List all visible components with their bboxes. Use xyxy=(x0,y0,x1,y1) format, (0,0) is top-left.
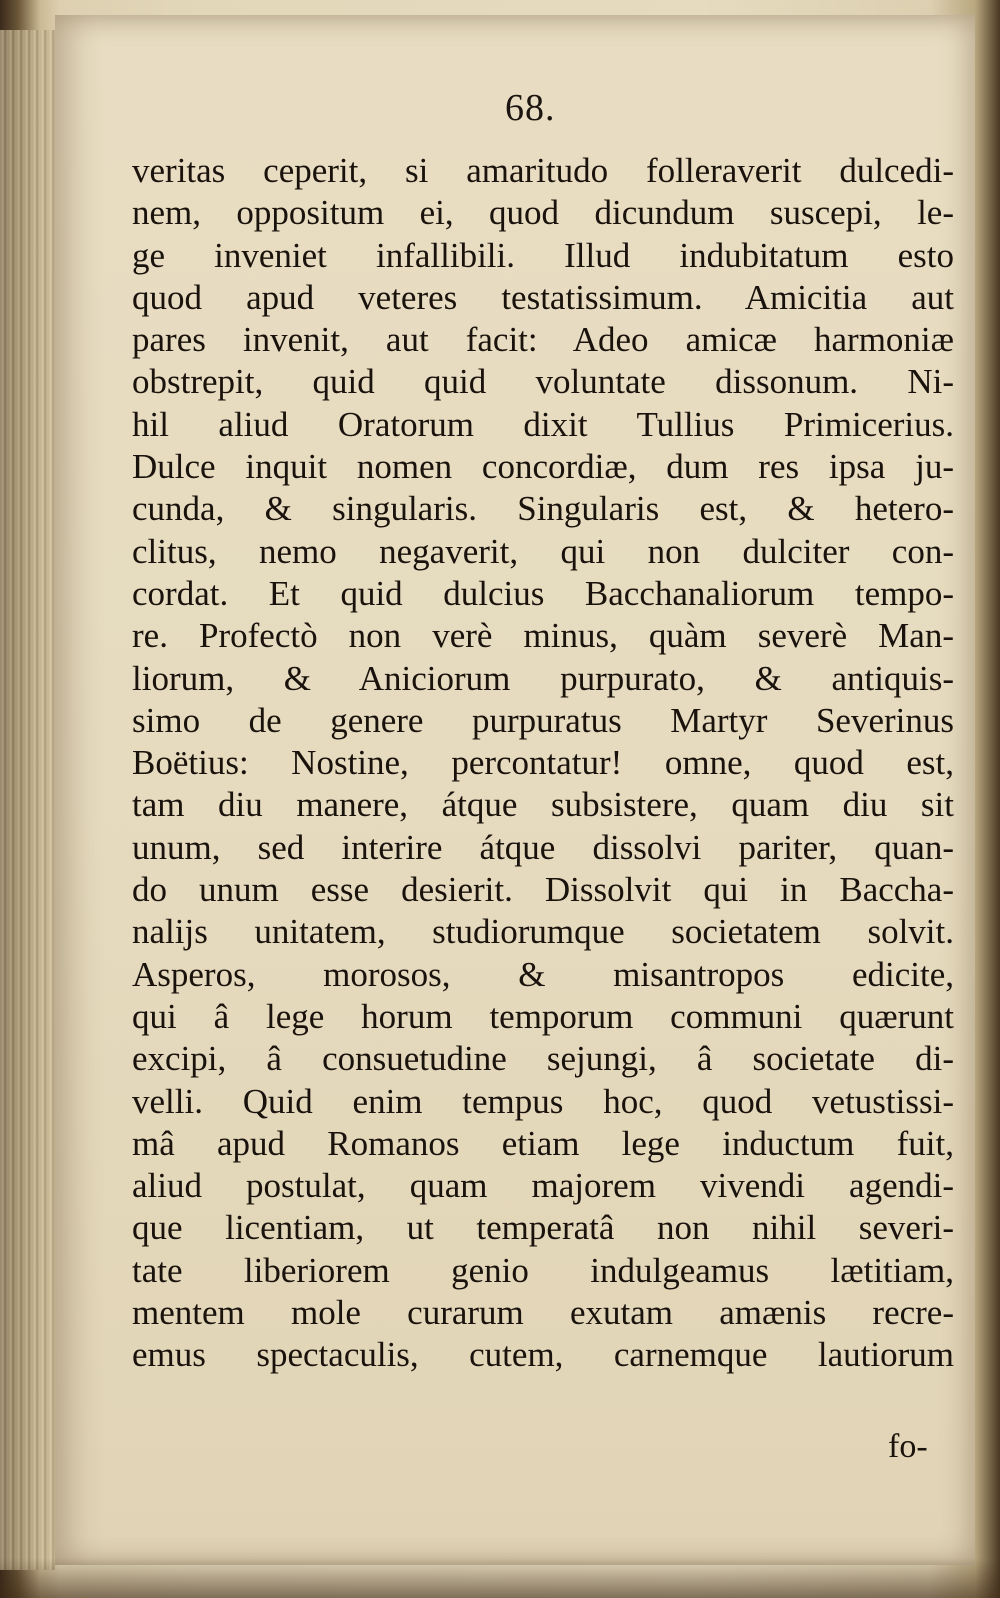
text-line: aliud postulat, quam majorem vivendi agendi- xyxy=(132,1166,954,1206)
text-line: cunda, & singularis. Singularis est, & hetero- xyxy=(132,489,954,529)
text-line: liorum, & Aniciorum purpurato, & antiquis- xyxy=(132,658,954,698)
text-line: veritas ceperit, si amaritudo folleraverit dulcedi- xyxy=(132,151,954,190)
text-line: quod apud veteres testatissimum. Amicitia aut xyxy=(132,277,954,317)
text-line: Asperos, morosos, & misantropos edicite, xyxy=(132,954,954,994)
text-line: que licentiam, ut temperatâ non nihil severi- xyxy=(132,1208,954,1248)
text-line: velli. Quid enim tempus hoc, quod vetustissi- xyxy=(132,1081,954,1121)
text-line: cordat. Et quid dulcius Bacchanaliorum tempo- xyxy=(132,573,954,613)
catchword: fo- xyxy=(888,1428,928,1465)
text-line: ge inveniet infallibili. Illud indubitatum esto xyxy=(132,235,954,275)
text-line: clitus, nemo negaverit, qui non dulciter con- xyxy=(132,531,954,571)
text-line: mâ apud Romanos etiam lege inductum fuit, xyxy=(132,1123,954,1163)
page-number: 68. xyxy=(505,87,556,129)
text-line: pares invenit, aut facit: Adeo amicæ harmoniæ xyxy=(132,320,954,360)
text-line: excipi, â consuetudine sejungi, â societate di- xyxy=(132,1039,954,1079)
page-bottom-shadow xyxy=(0,1558,1000,1598)
text-line: Boëtius: Nostine, percontatur! omne, quod est, xyxy=(132,743,954,783)
text-line: tate liberiorem genio indulgeamus lætitiam, xyxy=(132,1250,954,1290)
text-line: Dulce inquit nomen concordiæ, dum res ipsa ju- xyxy=(132,447,954,487)
text-line: qui â lege horum temporum communi quærunt xyxy=(132,996,954,1036)
text-line: nem, oppositum ei, quod dicundum suscepi, le- xyxy=(132,193,954,233)
text-line: nalijs unitatem, studiorumque societatem solvit. xyxy=(132,912,954,952)
page-edges xyxy=(0,30,55,1570)
body-text xyxy=(132,150,962,1377)
text-line: obstrepit, quid quid voluntate dissonum. Ni- xyxy=(132,362,954,402)
text-line: do unum esse desierit. Dissolvit qui in Baccha- xyxy=(132,870,954,910)
text-line: hil aliud Oratorum dixit Tullius Primicerius. xyxy=(132,404,954,444)
text-line: mentem mole curarum exutam amænis recre- xyxy=(132,1293,954,1333)
text-line: unum, sed interire átque dissolvi pariter, quan- xyxy=(132,827,954,867)
text-line: re. Profectò non verè minus, quàm severè Man- xyxy=(132,616,954,656)
text-line: simo de genere purpuratus Martyr Severinus xyxy=(132,700,954,740)
text-line: emus spectaculis, cutem, carnemque lautiorum xyxy=(132,1335,954,1375)
text-line: tam diu manere, átque subsistere, quam diu sit xyxy=(132,785,954,825)
